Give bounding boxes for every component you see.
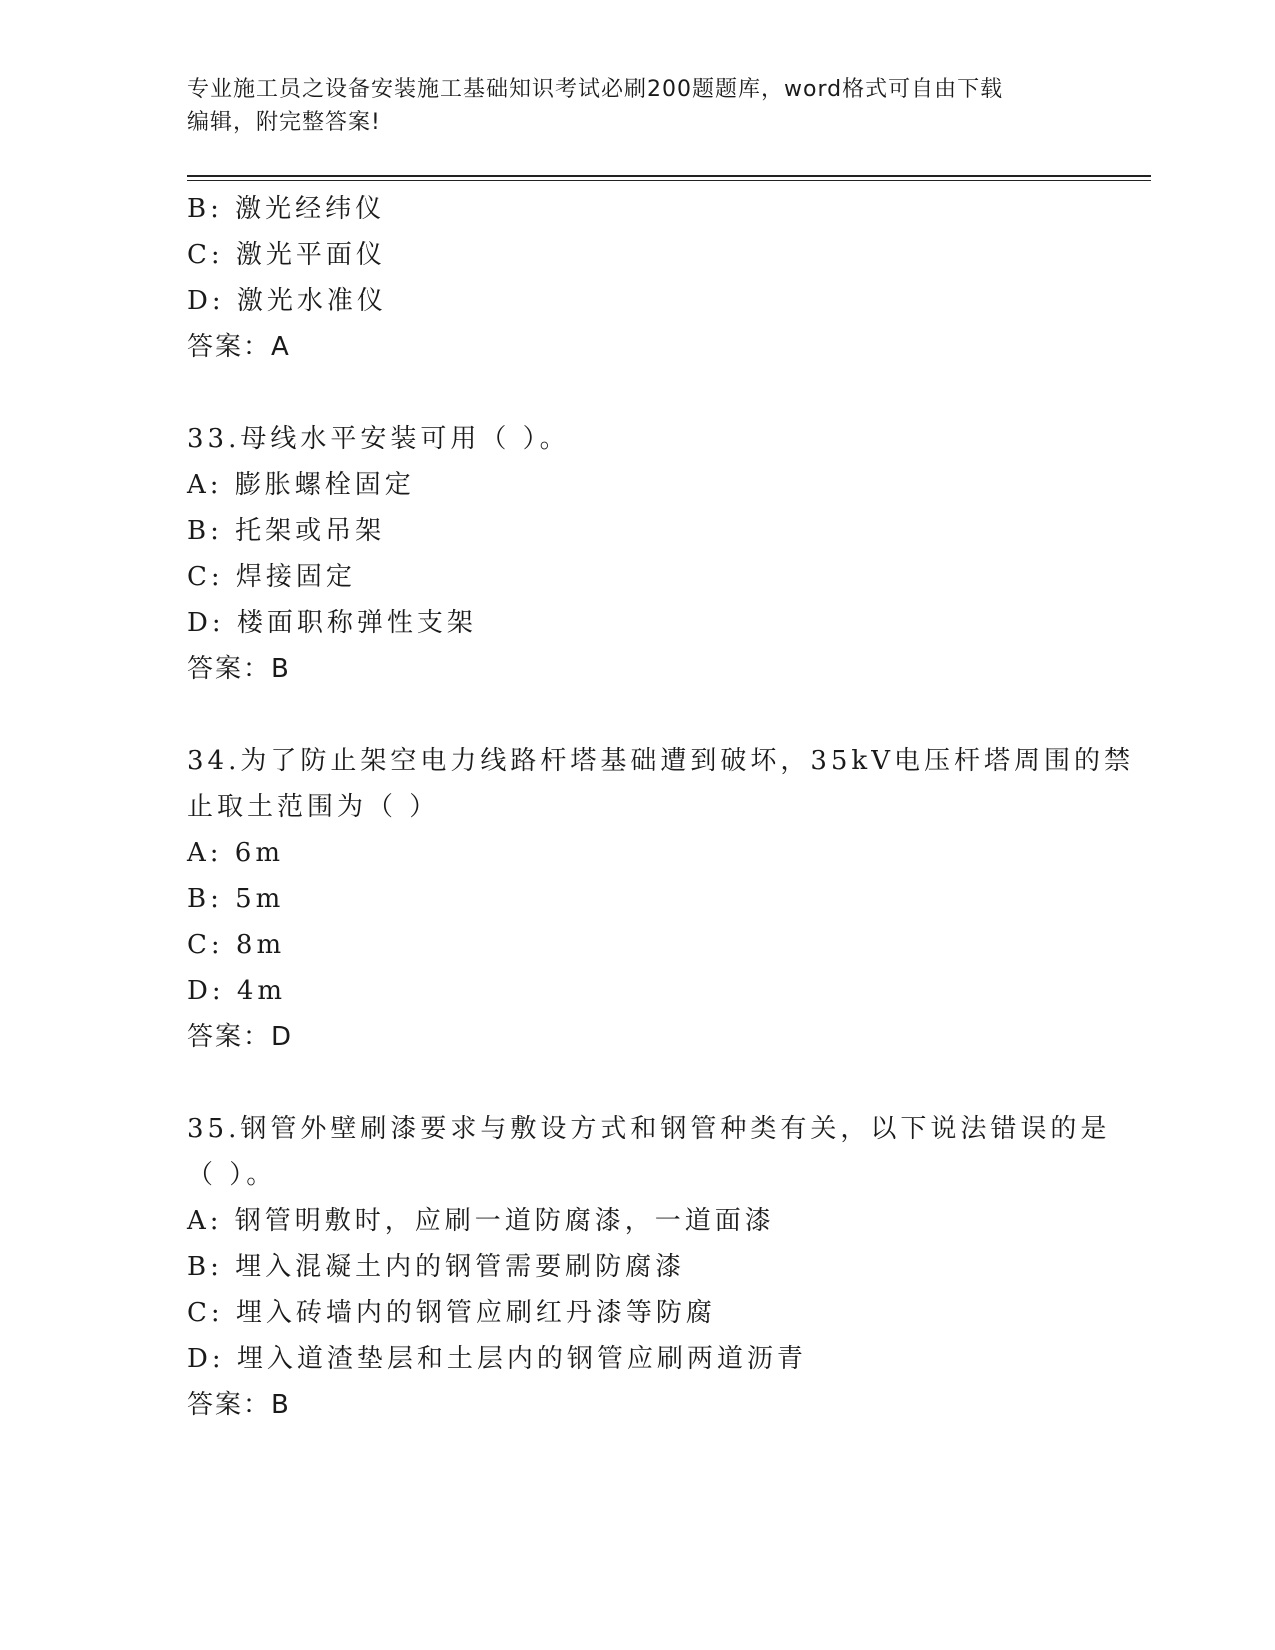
page-header	[187, 73, 1087, 139]
option-d: D: 埋入道渣垫层和土层内的钢管应刷两道沥青	[187, 1344, 807, 1374]
question-34	[187, 738, 1134, 1060]
option-a: A: 钢管明敷时，应刷一道防腐漆，一道面漆	[187, 1206, 775, 1236]
option-c: C: 焊接固定	[187, 562, 356, 592]
question-stem-line-1: 35.钢管外壁刷漆要求与敷设方式和钢管种类有关，以下说法错误的是	[187, 1114, 1111, 1144]
option-c: C: 8m	[187, 930, 286, 960]
option-b: B: 托架或吊架	[187, 516, 386, 546]
question-35	[187, 1106, 1111, 1428]
header-line-1: 专业施工员之设备安装施工基础知识考试必刷200题题库，word格式可自由下载	[187, 77, 1004, 102]
header-divider-thin	[187, 180, 1151, 181]
option-c: C: 埋入砖墙内的钢管应刷红丹漆等防腐	[187, 1298, 716, 1328]
spacer	[187, 1060, 1087, 1106]
option-c: C: 激光平面仪	[187, 240, 386, 270]
answer-line: 答案：B	[187, 654, 291, 684]
header-divider-thick	[187, 175, 1151, 177]
document-body	[187, 186, 1134, 1428]
option-b: B: 激光经纬仪	[187, 194, 386, 224]
option-b: B: 埋入混凝土内的钢管需要刷防腐漆	[187, 1252, 686, 1282]
answer-line: 答案：B	[187, 1390, 291, 1420]
question-33	[187, 416, 1087, 692]
question-stem-line-2: 止取土范围为（ ）	[187, 792, 440, 822]
option-a: A: 膨胀螺栓固定	[187, 470, 415, 500]
spacer	[187, 692, 1087, 738]
answer-line: 答案：D	[187, 1022, 294, 1052]
spacer	[187, 370, 1087, 416]
question-stem-line-2: （ ）。	[187, 1160, 277, 1190]
question-stem: 33.母线水平安装可用（ ）。	[187, 424, 570, 454]
answer-line: 答案：A	[187, 332, 291, 362]
option-d: D: 激光水准仪	[187, 286, 387, 316]
carryover-question	[187, 186, 1087, 370]
option-a: A: 6m	[187, 838, 284, 868]
option-b: B: 5m	[187, 884, 285, 914]
option-d: D: 4m	[187, 976, 287, 1006]
question-stem-line-1: 34.为了防止架空电力线路杆塔基础遭到破坏，35kV电压杆塔周围的禁	[187, 746, 1134, 776]
header-line-2: 编辑，附完整答案!	[187, 110, 381, 135]
option-d: D: 楼面职称弹性支架	[187, 608, 477, 638]
